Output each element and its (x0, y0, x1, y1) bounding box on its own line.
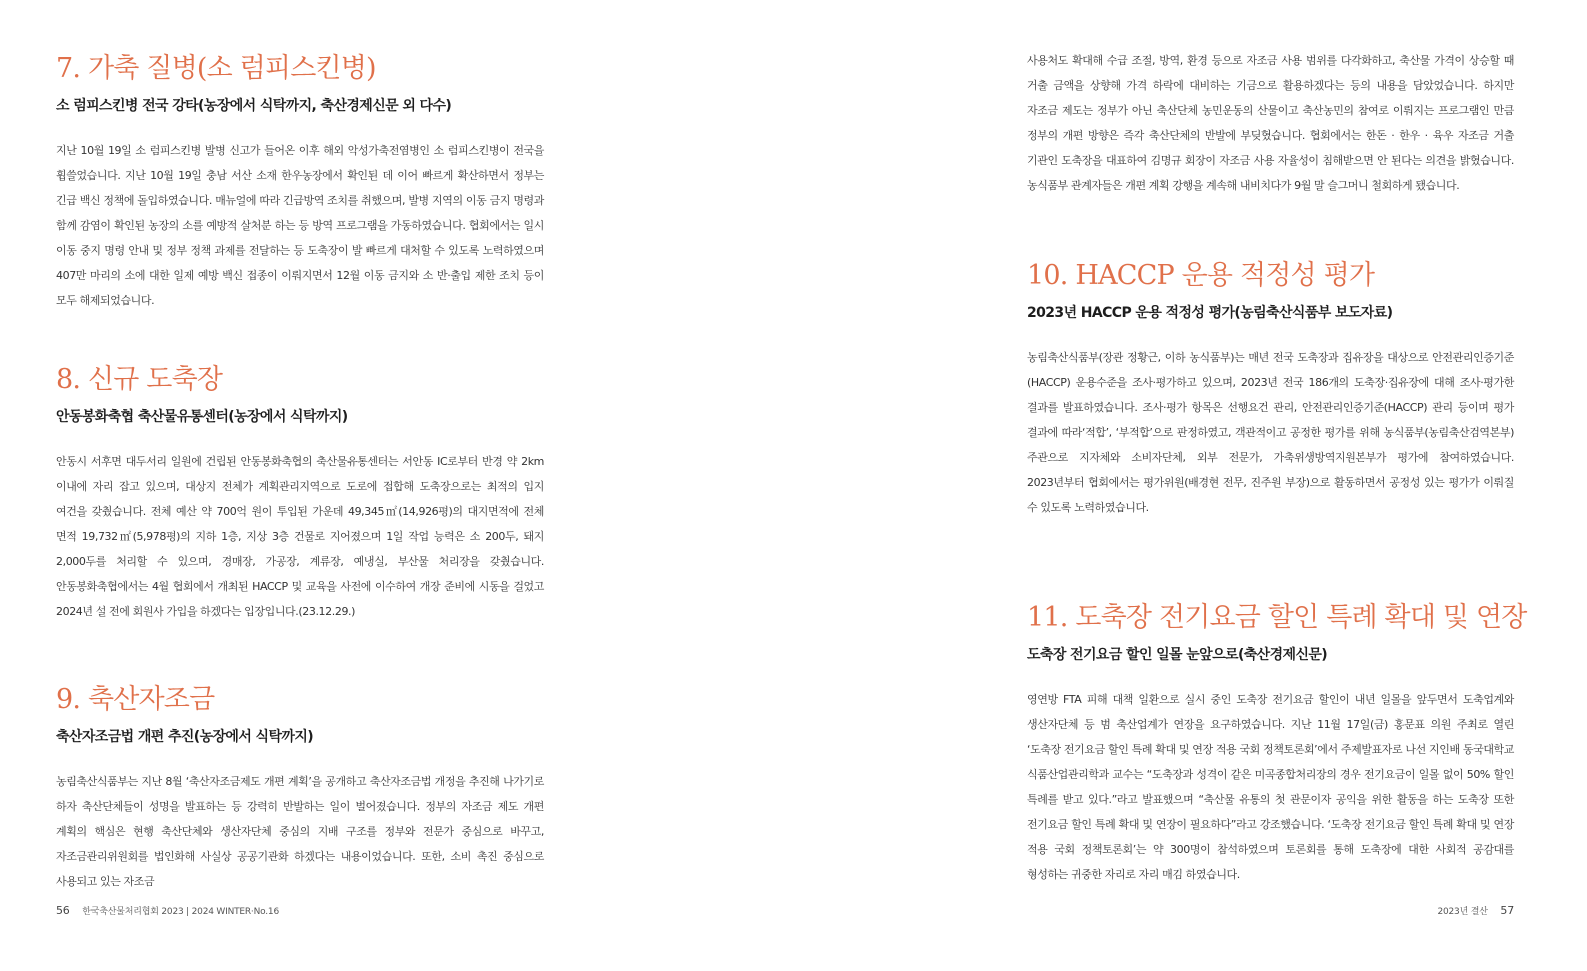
continued-body: 사용처도 확대해 수급 조절, 방역, 환경 등으로 자조금 사용 범위를 다각화하고, 축산물 가격이 상승할 때 거출 금액을 상향해 가격 하락에 대비하는 기금으로 활용하겠다는 등의 내용을 담았었습니다. 하지만 자조금 제도는 정부가 아닌 축산단체 농민운동의 산물이고 축산농민의 참여로 이뤄지는 프로그램인 만큼 정부의 개편 방향은 즉각 축산단체의 반발에 부딪혔습니다. 협회에서는 한돈 · 한우 · 육우 자조금 거출 기관인 도축장을 대표하여 김명규 회장이 자조금 사용 자율성이 침해받으면 안 된다는 의견을 밝혔습니다. 농식품부 관계자들은 개편 계획 강행을 계속해 내비치다가 9월 말 슬그머니 철회하게 됐습니다. (1027, 54, 1514, 192)
publication-info: 한국축산물처리협회 2023 | 2024 WINTER·No.16 (82, 907, 279, 917)
section-title: 8. 신규 도축장 (56, 364, 223, 395)
section-7 (56, 52, 544, 313)
section-body: 안동시 서후면 대두서리 일원에 건립된 안동봉화축협의 축산물유통센터는 서안동 IC로부터 반경 약 2km 이내에 자리 잡고 있으며, 대상지 전체가 계획관리지역으로 도로에 접합해 도축장으로는 최적의 입지 여건을 갖췄습니다. 전체 예산 약 700억 원이 투입된 가운데 49,345㎡(14,926평)의 대지면적에 전체 면적 19,732㎡(5,978평)의 지하 1층, 지상 3층 건물로 지어졌으며 1일 작업 능력은 소 200두, 돼지 2,000두를 처리할 수 있으며, 경매장, 가공장, 계류장, 예냉실, 부산물 처리장을 갖췄습니다. 안동봉화축협에서는 4월 협회에서 개최된 HACCP 및 교육을 사전에 이수하여 개장 준비에 시동을 걸었고 2024년 설 전에 회원사 가입을 하겠다는 입장입니다.(23.12.29.) (56, 455, 544, 618)
section-title: 7. 가축 질병(소 럼피스킨병) (56, 53, 376, 84)
left-footer (56, 904, 279, 917)
section-subtitle: 축산자조금법 개편 추진(농장에서 식탁까지) (56, 729, 314, 745)
left-page (56, 0, 544, 971)
section-body: 농림축산식품부는 지난 8월 ‘축산자조금제도 개편 계획’을 공개하고 축산자조금법 개정을 추진해 나가기로 하자 축산단체들이 성명을 발표하는 등 강력히 반발하는 일이 벌어졌습니다. 정부의 자조금 제도 개편 계획의 핵심은 현행 축산단체와 생산자단체 중심의 지배 구조를 정부와 전문가 중심으로 바꾸고, 자조금관리위원회를 법인화해 사실상 공공기관화 하겠다는 내용이었습니다. 또한, 소비 촉진 중심으로 사용되고 있는 자조금 (56, 775, 544, 888)
section-subtitle: 도축장 전기요금 할인 일몰 눈앞으로(축산경제신문) (1027, 647, 1328, 663)
section-11 (1027, 601, 1527, 887)
section-title: 9. 축산자조금 (56, 684, 215, 715)
section-10 (1027, 259, 1514, 520)
section-subtitle: 소 럼피스킨병 전국 강타(농장에서 식탁까지, 축산경제신문 외 다수) (56, 98, 452, 114)
section-body: 농림축산식품부(장관 정황근, 이하 농식품부)는 매년 전국 도축장과 집유장을 대상으로 안전관리인증기준(HACCP) 운용수준을 조사·평가하고 있으며, 2023년 전국 186개의 도축장·집유장에 대해 조사·평가한 결과를 발표하였습니다. 조사·평가 항목은 선행요건 관리, 안전관리인증기준(HACCP) 관리 등이며 평가 결과에 따라‘적합’, ‘부적합’으로 판정하였고, 객관적이고 공정한 평가를 위해 농식품부(농림축산검역본부) 주관으로 지자체와 소비자단체, 외부 전문가, 가축위생방역지원본부가 평가에 참여하였습니다. 2023년부터 협회에서는 평가위원(배경현 전무, 진주원 부장)으로 활동하면서 공정성 있는 평가가 이뤄질 수 있도록 노력하였습니다. (1027, 351, 1514, 514)
section-body: 영연방 FTA 피해 대책 일환으로 실시 중인 도축장 전기요금 할인이 내년 일몰을 앞두면서 도축업계와 생산자단체 등 범 축산업계가 연장을 요구하였습니다. 지난 11월 17일(금) 홍문표 의원 주최로 열린 ‘도축장 전기요금 할인 특례 확대 및 연장 적용 국회 정책토론회’에서 주제발표자로 나선 지인배 동국대학교 식품산업관리학과 교수는 “도축장과 성격이 같은 미곡종합처리장의 경우 전기요금이 일몰 없이 50% 할인 특례를 받고 있다.”라고 발표했으며 “축산물 유통의 첫 관문이자 공익을 위한 활동을 하는 도축장 또한 전기요금 할인 특례 확대 및 연장이 필요하다”라고 강조했습니다. ‘도축장 전기요금 할인 특례 확대 및 연장 적용 국회 정책토론회’는 약 300명이 참석하였으며 토론회를 통해 도축장에 대한 사회적 공감대를 형성하는 귀중한 자리로 자리 매김 하였습니다. (1027, 693, 1514, 881)
right-footer (1437, 904, 1514, 917)
right-page (1027, 0, 1527, 971)
page-number: 57 (1500, 904, 1514, 917)
section-9 (56, 683, 544, 894)
section-title: 10. HACCP 운용 적정성 평가 (1027, 260, 1375, 291)
section-8 (56, 363, 544, 624)
section-subtitle: 안동봉화축협 축산물유통센터(농장에서 식탁까지) (56, 409, 348, 425)
section-title: 11. 도축장 전기요금 할인 특례 확대 및 연장 (1027, 602, 1527, 633)
section-body: 지난 10월 19일 소 럼피스킨병 발병 신고가 들어온 이후 해외 악성가축전염병인 소 럼피스킨병이 전국을 휩쓸었습니다. 지난 10월 19일 충남 서산 소재 한우농장에서 확인된 데 이어 빠르게 확산하면서 정부는 긴급 백신 정책에 돌입하였습니다. 매뉴얼에 따라 긴급방역 조치를 취했으며, 발병 지역의 이동 금지 명령과 함께 감염이 확인된 농장의 소를 예방적 살처분 하는 등 방역 프로그램을 가동하였습니다. 협회에서는 일시 이동 중지 명령 안내 및 정부 정책 과제를 전달하는 등 도축장이 발 빠르게 대처할 수 있도록 노력하였으며 407만 마리의 소에 대한 일제 예방 백신 접종이 이뤄지면서 12월 이동 금지와 소 반·출입 제한 조치 등이 모두 해제되었습니다. (56, 144, 544, 307)
section-subtitle: 2023년 HACCP 운용 적정성 평가(농림축산식품부 보도자료) (1027, 305, 1393, 321)
section-label: 2023년 결산 (1437, 907, 1488, 917)
page-number: 56 (56, 904, 70, 917)
